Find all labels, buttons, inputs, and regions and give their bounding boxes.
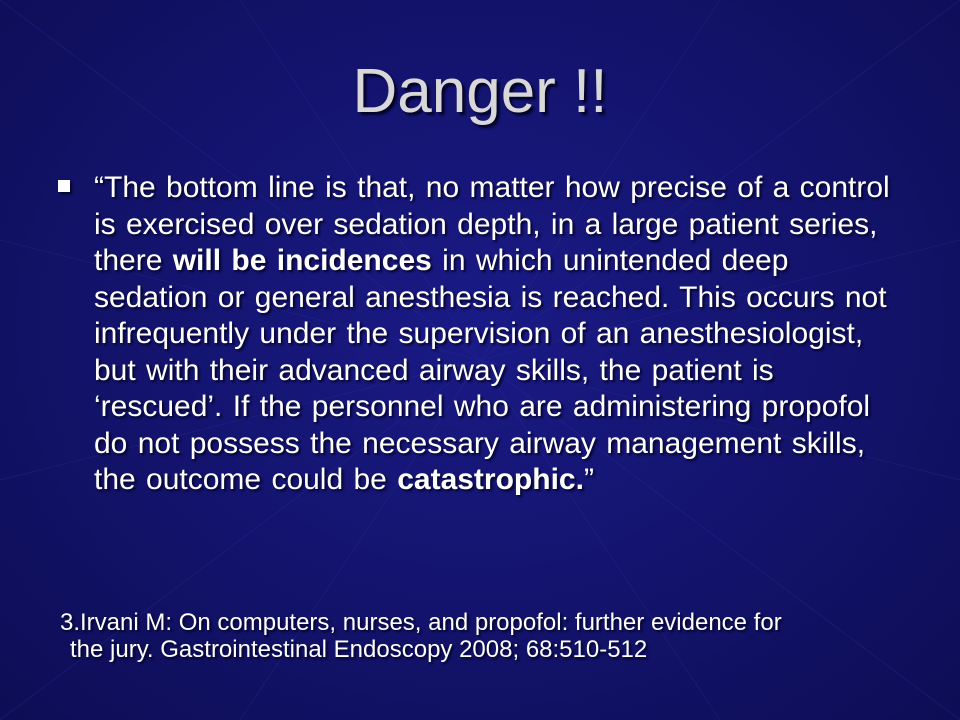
quote-part-1: “The bottom line is that, no matter how precise of a control is exercised over sedation depth, in a large patient series, there xyxy=(94,171,890,277)
square-bullet-icon xyxy=(58,180,70,192)
citation-line-1: 3.Irvani M: On computers, nurses, and propofol: further evidence for xyxy=(60,609,782,636)
quote-bold-2: catastrophic. xyxy=(397,463,584,496)
quote-bold-1: will be incidences xyxy=(172,244,432,277)
citation-line-2: the jury. Gastrointestinal Endoscopy 2008; 68:510-512 xyxy=(70,636,648,663)
quote-text xyxy=(94,170,894,499)
quote-close: ” xyxy=(583,463,594,496)
quote-part-2: in which unintended deep sedation or general anesthesia is reached. This occurs not infrequently under the supervision of an anesthesiologist, but with their advanced airway skills, the patient is ‘rescued’. If the personnel who are administering propofol do not possess the necessary airway management skills, the outcome could be xyxy=(94,244,887,496)
slide-title: Danger !! xyxy=(352,57,608,126)
citation xyxy=(60,609,920,663)
